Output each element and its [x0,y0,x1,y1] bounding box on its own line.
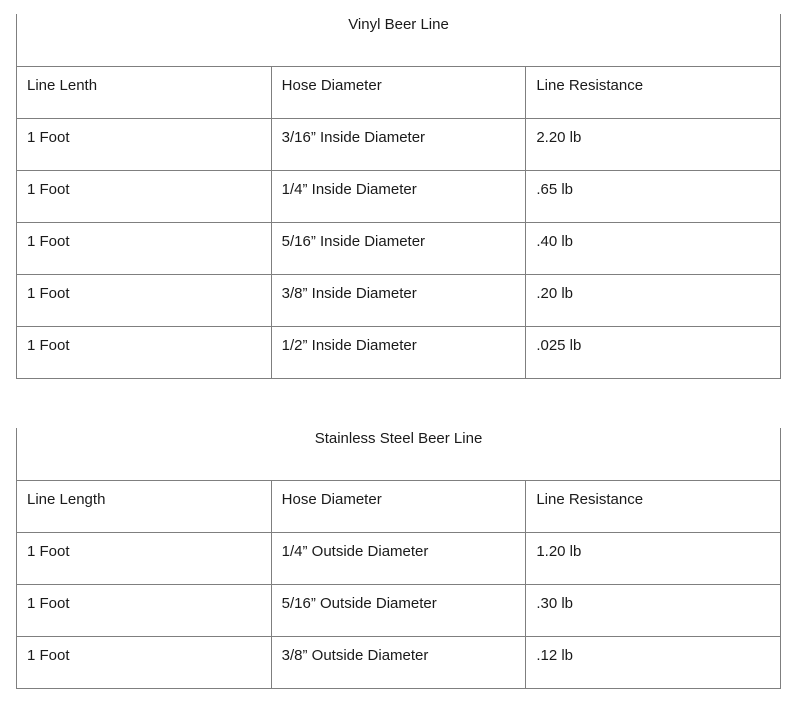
cell-line-resistance: 2.20 lb [526,118,781,170]
cell-hose-diameter: 3/8” Inside Diameter [271,274,526,326]
cell-hose-diameter: 1/2” Inside Diameter [271,326,526,378]
cell-line-length: 1 Foot [17,532,272,584]
table-row [17,118,781,170]
cell-line-resistance: .025 lb [526,326,781,378]
cell-line-length: 1 Foot [17,118,272,170]
cell-hose-diameter: 1/4” Inside Diameter [271,170,526,222]
cell-line-length: 1 Foot [17,274,272,326]
table-title: Vinyl Beer Line [17,14,781,66]
cell-line-resistance: .65 lb [526,170,781,222]
table-row [17,170,781,222]
table-title: Stainless Steel Beer Line [17,428,781,480]
cell-hose-diameter: 5/16” Inside Diameter [271,222,526,274]
vinyl-beer-line-table [16,14,781,379]
cell-line-length: 1 Foot [17,326,272,378]
table-row [17,532,781,584]
table-row [17,584,781,636]
cell-line-resistance: .12 lb [526,636,781,688]
header-line-resistance: Line Resistance [526,480,781,532]
table-title-row [17,14,781,66]
cell-line-resistance: .40 lb [526,222,781,274]
cell-line-resistance: .20 lb [526,274,781,326]
stainless-steel-beer-line-table [16,428,781,689]
cell-hose-diameter: 3/8” Outside Diameter [271,636,526,688]
table-row [17,274,781,326]
header-line-resistance: Line Resistance [526,66,781,118]
table-header-row [17,66,781,118]
table-row [17,222,781,274]
table-row [17,326,781,378]
cell-line-length: 1 Foot [17,222,272,274]
cell-line-length: 1 Foot [17,170,272,222]
cell-line-length: 1 Foot [17,636,272,688]
table-header-row [17,480,781,532]
header-hose-diameter: Hose Diameter [271,480,526,532]
cell-hose-diameter: 5/16” Outside Diameter [271,584,526,636]
header-hose-diameter: Hose Diameter [271,66,526,118]
cell-hose-diameter: 1/4” Outside Diameter [271,532,526,584]
cell-hose-diameter: 3/16” Inside Diameter [271,118,526,170]
table-row [17,636,781,688]
table-title-row [17,428,781,480]
cell-line-resistance: .30 lb [526,584,781,636]
header-line-length: Line Lenth [17,66,272,118]
cell-line-length: 1 Foot [17,584,272,636]
header-line-length: Line Length [17,480,272,532]
cell-line-resistance: 1.20 lb [526,532,781,584]
